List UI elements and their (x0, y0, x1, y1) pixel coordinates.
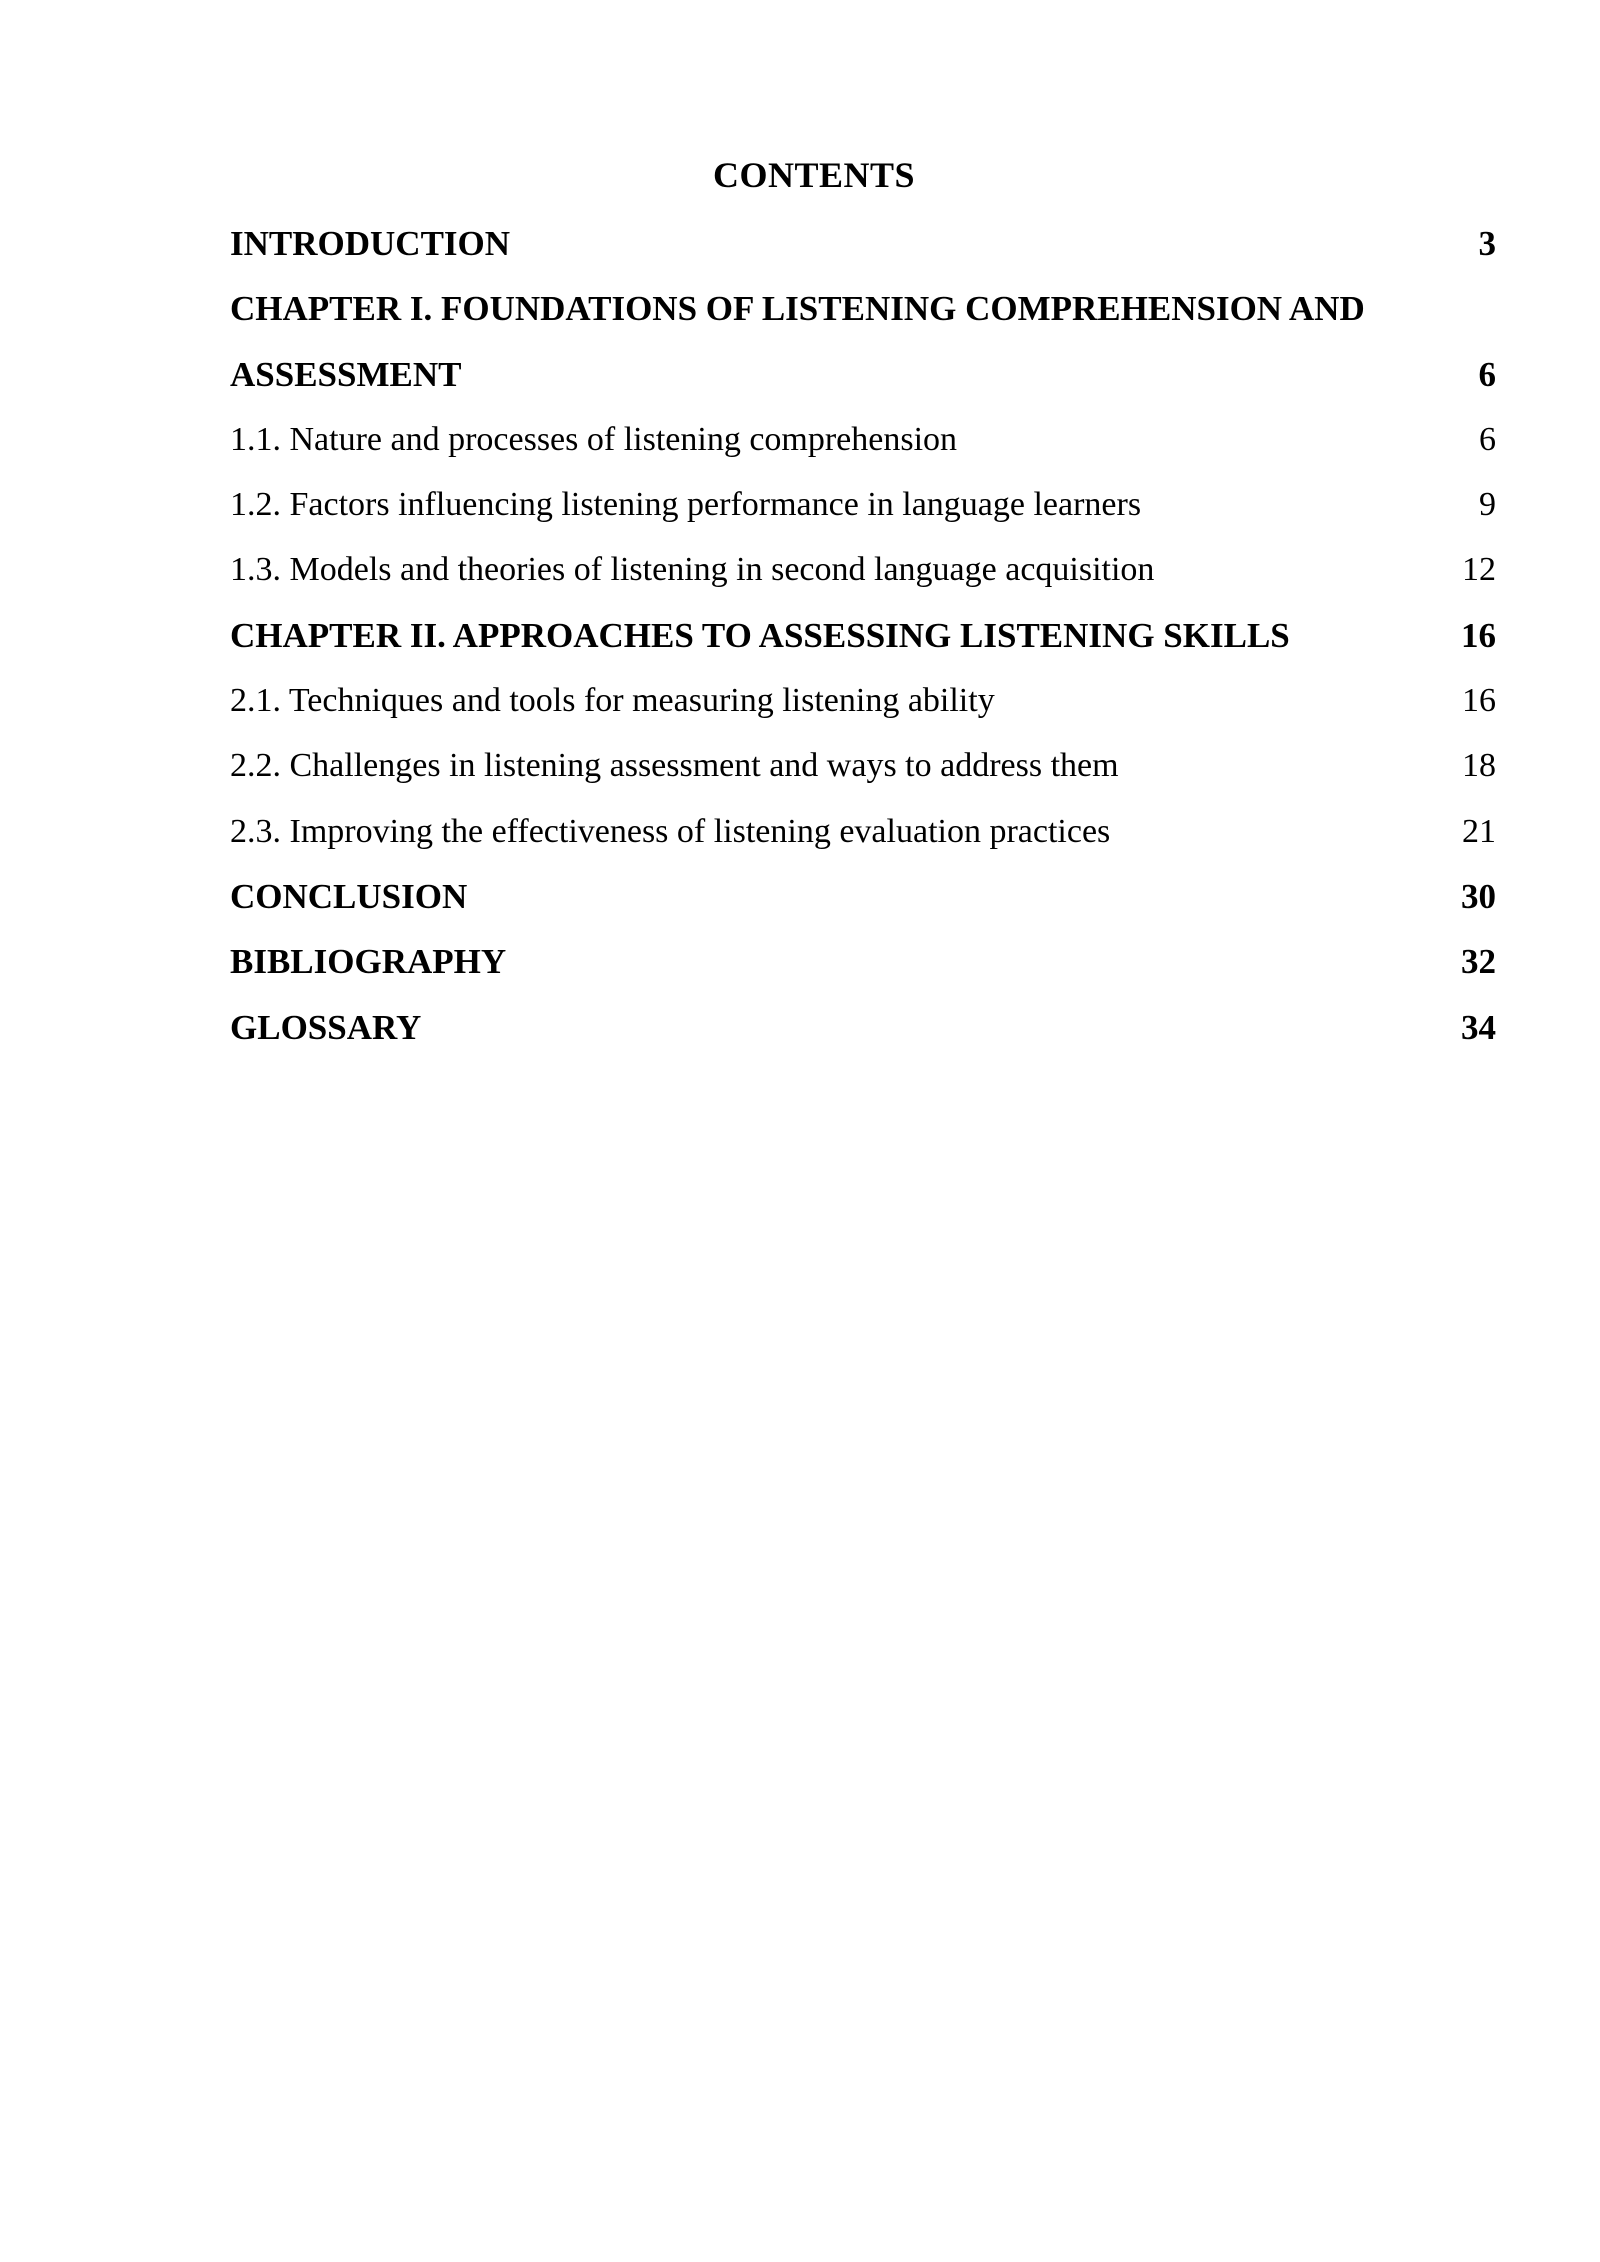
toc-entry-chapter-1[interactable] (230, 342, 1496, 407)
toc-entry-introduction[interactable] (230, 211, 1496, 276)
toc-entry-section-2-3[interactable] (230, 799, 1496, 864)
toc-entry-page-number: 30 (1461, 876, 1496, 916)
toc-entry-page-number: 3 (1478, 224, 1496, 263)
toc-entry-conclusion[interactable] (230, 864, 1496, 929)
toc-entry-label: CHAPTER II. APPROACHES TO ASSESSING LISTENING SKILLS (230, 615, 1290, 655)
table-of-contents (230, 211, 1496, 1060)
toc-entry-page-number: 18 (1462, 747, 1496, 785)
toc-entry-page-number: 21 (1462, 812, 1496, 850)
toc-entry-chapter-1-line-1[interactable]: CHAPTER I. FOUNDATIONS OF LISTENING COMPREHENSION AND (230, 289, 1365, 329)
toc-entry-page-number: 6 (1479, 420, 1496, 458)
toc-entry-page-number: 9 (1479, 486, 1496, 524)
toc-entry-page-number: 32 (1461, 942, 1496, 982)
toc-entry-bibliography[interactable] (230, 929, 1496, 994)
toc-entry-label: 2.2. Challenges in listening assessment and ways to address them (230, 747, 1119, 785)
toc-entry-label: 2.1. Techniques and tools for measuring listening ability (230, 682, 995, 720)
toc-entry-page-number: 6 (1478, 354, 1496, 394)
toc-entry-label: 2.3. Improving the effectiveness of listening evaluation practices (230, 812, 1111, 850)
toc-entry-glossary[interactable] (230, 995, 1496, 1060)
toc-entry-page-number: 12 (1462, 551, 1496, 589)
toc-entry-section-1-3[interactable] (230, 537, 1496, 602)
toc-entry-label: 1.1. Nature and processes of listening comprehension (230, 420, 958, 458)
toc-entry-label: BIBLIOGRAPHY (230, 942, 507, 982)
toc-entry-label: INTRODUCTION (230, 224, 511, 263)
toc-entry-label: GLOSSARY (230, 1007, 422, 1047)
toc-entry-label: CONCLUSION (230, 876, 468, 916)
toc-entry-section-1-2[interactable] (230, 472, 1496, 537)
toc-entry-section-2-1[interactable] (230, 668, 1496, 733)
toc-entry-label: ASSESSMENT (230, 354, 462, 394)
page-title: CONTENTS (712, 155, 916, 195)
toc-entry-chapter-2[interactable] (230, 603, 1496, 668)
toc-entry-page-number: 34 (1461, 1007, 1496, 1047)
toc-entry-label: 1.3. Models and theories of listening in second language acquisition (230, 551, 1155, 589)
toc-entry-section-2-2[interactable] (230, 733, 1496, 798)
toc-entry-section-1-1[interactable] (230, 407, 1496, 472)
toc-entry-label: 1.2. Factors influencing listening performance in language learners (230, 486, 1142, 524)
toc-entry-page-number: 16 (1462, 682, 1496, 720)
toc-entry-page-number: 16 (1461, 615, 1496, 655)
